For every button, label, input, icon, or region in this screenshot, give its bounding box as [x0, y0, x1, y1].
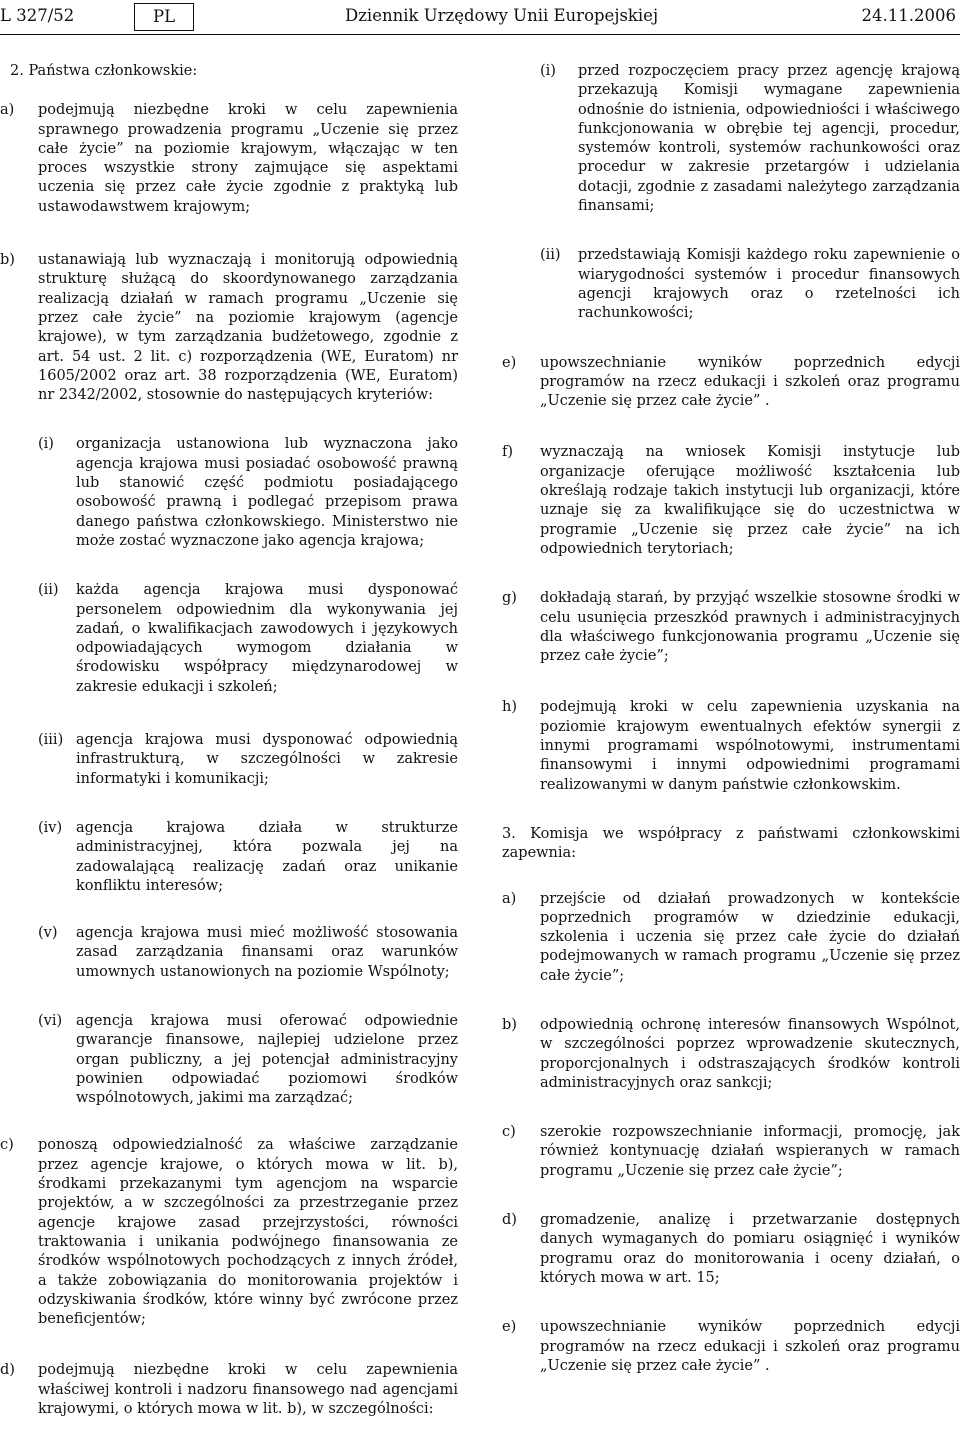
page-reference: L 327/52	[0, 6, 75, 25]
point-text: podejmują kroki w celu zapewnienia uzyskania na poziomie krajowym ewentualnych efektów synergii z innymi programami wspólnotowymi, instrumentami finansowymi i innymi odpowiednimi programami realizowanymi w danym państwie członkowskim.	[540, 699, 960, 793]
header-rule	[0, 34, 960, 35]
criterion-label: (iii)	[38, 732, 64, 749]
subpoint-label: (i)	[540, 63, 556, 79]
criterion-ii	[38, 581, 458, 697]
point-2g	[502, 589, 960, 666]
point-label: b)	[0, 252, 15, 269]
point-2h	[502, 698, 960, 794]
point-text: upowszechnianie wyników poprzednich edycji programów na rzecz edukacji i szkoleń oraz programu „Uczenie się przez całe życie” .	[540, 1319, 960, 1374]
criterion-text: agencja krajowa musi dysponować odpowiednią infrastrukturą, w szczególności w zakresie informatyki i komunikacji;	[76, 732, 458, 787]
point-label: g)	[502, 590, 517, 607]
point-label: b)	[502, 1016, 517, 1033]
criterion-i	[38, 435, 458, 551]
point-label: f)	[502, 444, 514, 461]
point-text: przejście od działań prowadzonych w kontekście poprzednich programów w dziedzinie edukacji, szkolenia i uczenia się przez całe życie do działań podejmowanych w ramach programu „Uczenie się przez całe życie”;	[540, 890, 960, 984]
point-text: dokładają starań, by przyjąć wszelkie stosowne środki w celu usunięcia przeszkód prawnych i administracyjnych dla właściwego funkcjonowania programu „Uczenie się przez całe życie”;	[540, 590, 960, 665]
point-label: a)	[502, 890, 517, 907]
point-label: d)	[502, 1212, 517, 1229]
point-text: podejmują niezbędne kroki w celu zapewnienia sprawnego prowadzenia programu „Uczenie się przez całe życie” na poziomie krajowym, włączając w ten proces wszystkie strony zajmujące się aspektami uczenia się przez całe życie zgodnie z praktyką lub ustawodawstwem krajowym;	[38, 102, 458, 215]
point-text: wyznaczają na wniosek Komisji instytucje lub organizacje oferujące możliwość kształcenia lub określają rodzaje takich instytucji lub organizacji, które uznaje się za kwalifikujące się do uczestnictwa w programie „Uczenie się przez całe życie” na ich odpowiednich terytoriach;	[540, 444, 960, 557]
criterion-iii	[38, 731, 458, 789]
criterion-text: organizacja ustanowiona lub wyznaczona jako agencja krajowa musi posiadać osobowość prawną lub stanowić część podmiotu posiadającego osobowość prawną i podlegać przepisom prawa danego państwa członkowskiego. Ministerstwo nie może zostać wyznaczone jako agencja krajowa;	[76, 436, 458, 549]
point-2d	[0, 1361, 458, 1419]
subpoint-label: (ii)	[540, 247, 561, 264]
criterion-label: (v)	[38, 925, 58, 942]
point-label: c)	[0, 1137, 14, 1154]
point-3c	[502, 1123, 960, 1181]
left-column	[0, 62, 458, 1419]
point-text: ponoszą odpowiedzialność za właściwe zarządzanie przez agencje krajowe, o których mowa w lit. b), środkami przekazanymi tym agencjom na wsparcie projektów, a w szczególności za przestrzeganie przez agencje krajowe zasad przejrzystości, równości traktowania i unikania podwójnego finansowania ze środków wspólnotowych pochodzących z innych źródeł, a także zobowiązania do monitorowania projektów i odzyskiwania środków, które winny być zwrócone przez beneficjentów;	[38, 1137, 458, 1328]
subpoint-d-ii	[540, 246, 960, 323]
point-2e	[502, 354, 960, 412]
point-label: d)	[0, 1362, 15, 1379]
right-column	[502, 62, 960, 1376]
point-2a	[0, 101, 458, 217]
criterion-text: agencja krajowa musi mieć możliwość stosowania zasad zarządzania finansami oraz warunków umownych ustanowionych na poziomie Wspólnoty;	[76, 925, 458, 980]
point-text: upowszechnianie wyników poprzednich edycji programów na rzecz edukacji i szkoleń oraz programu „Uczenie się przez całe życie” .	[540, 354, 960, 410]
point-label: h)	[502, 699, 517, 716]
point-2c	[0, 1136, 458, 1329]
point-3d	[502, 1211, 960, 1288]
page-header	[0, 0, 960, 40]
criterion-label: (vi)	[38, 1012, 63, 1029]
criterion-label: (ii)	[38, 582, 59, 599]
subpoint-text: przed rozpoczęciem pracy przez agencję krajową przekazują Komisji wymagane zapewnienia odnośnie do istnienia, odpowiedniości i właściwego funkcjonowania w obrębie tej agencji, procedur, systemów kontroli, systemów rachunkowości oraz procedur w zakresie przetargów i udzielania dotacji, zgodnie z zasadami należytego zarządzania finansami;	[578, 63, 960, 215]
point-3b	[502, 1016, 960, 1093]
point-text: szerokie rozpowszechnianie informacji, promocję, jak również kontynuację działań wspieranych w ramach programu „Uczenie się przez całe życie”;	[540, 1124, 960, 1179]
point-text: odpowiednią ochronę interesów finansowych Wspólnot, w szczególności poprzez wprowadzenie skutecznych, proporcjonalnych i odstraszających środków kontroli administracyjnych oraz sankcji;	[540, 1016, 960, 1091]
publication-date: 24.11.2006	[861, 6, 956, 25]
point-label: e)	[502, 354, 517, 371]
point-label: e)	[502, 1319, 517, 1336]
section-2-intro: 2. Państwa członkowskie:	[10, 63, 198, 79]
criterion-text: agencja krajowa działa w strukturze administracyjnej, która pozwala jej na zadowalającą realizację zadań oraz unikanie konfliktu interesów;	[76, 819, 458, 894]
point-3e	[502, 1318, 960, 1376]
criterion-label: (i)	[38, 436, 54, 453]
point-text: ustanawiają lub wyznaczają i monitorują odpowiednią strukturę służącą do skoordynowanego zarządzania realizacją działań w ramach programu „Uczenie się przez całe życie” na poziomie krajowym (agencje krajowe), w tym zarządzania budżetowego, zgodnie z art. 54 ust. 2 lit. c) rozporządzenia (WE, Euratom) nr 1605/2002 oraz art. 38 rozporządzenia (WE, Euratom) nr 2342/2002, stosownie do następujących kryteriów:	[38, 252, 458, 404]
point-2f	[502, 443, 960, 559]
subpoint-d-i	[540, 62, 960, 216]
criterion-vi	[38, 1012, 458, 1108]
point-text: podejmują niezbędne kroki w celu zapewnienia właściwej kontroli i nadzoru finansowego nad agencjami krajowymi, o których mowa w lit. b), w szczególności:	[38, 1362, 458, 1418]
point-label: c)	[502, 1124, 516, 1141]
subpoint-text: przedstawiają Komisji każdego roku zapewnienie o wiarygodności systemów i procedur finansowych agencji krajowych oraz o rzetelności ich rachunkowości;	[578, 247, 960, 322]
section-3-intro: 3. Komisja we współpracy z państwami członkowskimi zapewnia:	[502, 825, 960, 862]
point-text: gromadzenie, analizę i przetwarzanie dostępnych danych wymaganych do pomiaru osiągnięć i wyników programu oraz do monitorowania i oceny działań, o których mowa w art. 15;	[540, 1212, 960, 1286]
language-code-box: PL	[134, 3, 194, 31]
point-2b	[0, 251, 458, 405]
point-label: a)	[0, 102, 15, 119]
journal-title: Dziennik Urzędowy Unii Europejskiej	[345, 6, 659, 25]
criterion-iv	[38, 819, 458, 896]
criterion-v	[38, 924, 458, 982]
criterion-text: agencja krajowa musi oferować odpowiednie gwarancje finansowe, najlepiej udzielone przez organ publiczny, a jej potencjał administracyjny powinien odpowiadać poziomowi środków wspólnotowych, jakimi ma zarządzać;	[76, 1012, 458, 1107]
criterion-text: każda agencja krajowa musi dysponować personelem odpowiednim dla wykonywania jej zadań, o kwalifikacjach zawodowych i językowych odpowiadających wymogom działania w środowisku współpracy międzynarodowej w zakresie edukacji i szkoleń;	[76, 582, 458, 695]
criterion-label: (iv)	[38, 819, 63, 836]
point-3a	[502, 890, 960, 986]
